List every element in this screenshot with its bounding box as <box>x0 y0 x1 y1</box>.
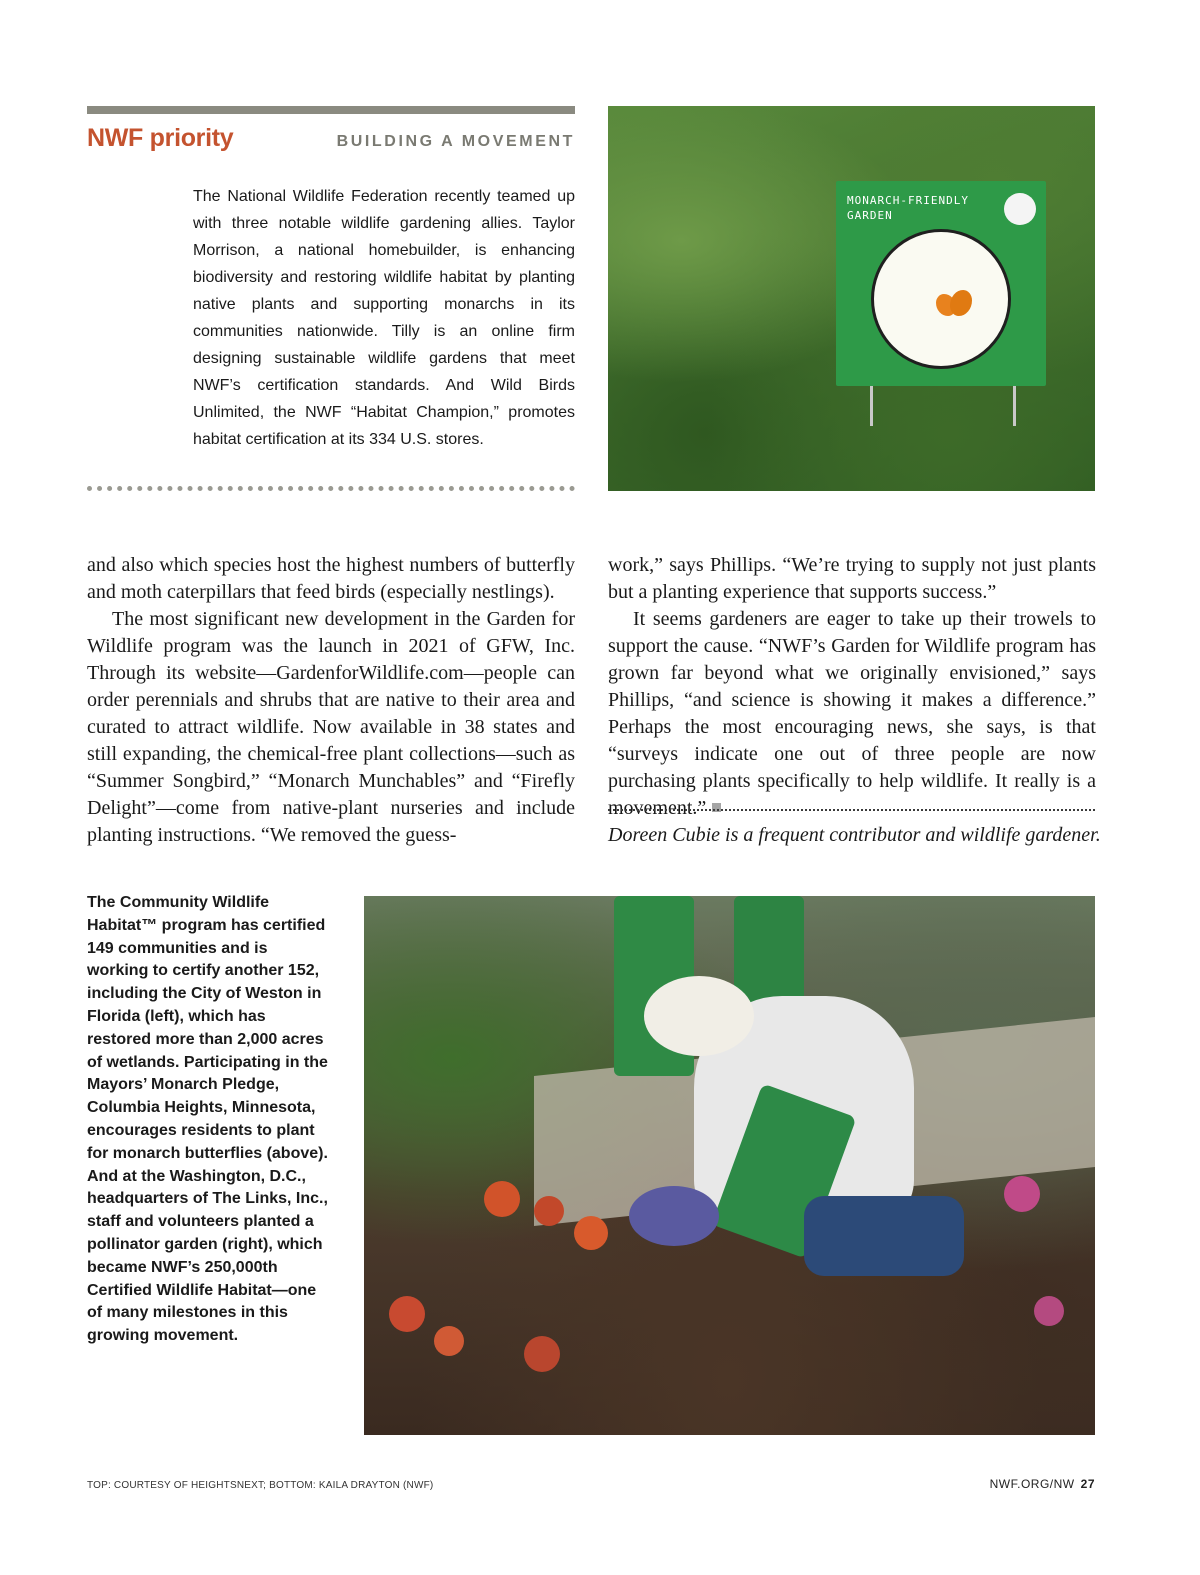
photo-credit: TOP: COURTESY OF HEIGHTSNEXT; BOTTOM: KAILA DRAYTON (NWF) <box>87 1480 434 1491</box>
sidebar-top-rule <box>87 106 575 114</box>
author-bio: Doreen Cubie is a frequent contributor and wildlife gardener. <box>608 824 1101 846</box>
monarch-garden-sign-photo <box>608 106 1095 491</box>
article-paragraph: and also which species host the highest numbers of butterfly and moth caterpillars that feed birds (especially nestlings). <box>87 554 575 603</box>
photo-caption: The Community Wildlife Habitat™ program has certified 149 communities and is working to certify another 152, including the City of Weston in Florida (left), which has restored more than 2,000 acres of wetlands. Participating in the Mayors’ Monarch Pledge, Columbia Heights, Minnesota, encourages residents to plant for monarch butterflies (above). And at the Washington, D.C., headquarters of The Links, Inc., staff and volunteers planted a pollinator garden (right), which became NWF’s 250,000th Certified Wildlife Habitat—one of many milestones in this growing movement. <box>87 894 328 1345</box>
pink-coneflower <box>1034 1296 1064 1326</box>
sidebar-box <box>87 106 575 453</box>
jeans <box>804 1196 964 1276</box>
monarch-sign <box>836 181 1046 386</box>
sidebar-header <box>87 124 575 153</box>
site-url: NWF.ORG/NW <box>989 1477 1075 1491</box>
pink-coneflower <box>1004 1176 1040 1212</box>
sidebar-body-text: The National Wildlife Federation recently teamed up with three notable wildlife gardening allies. Taylor Morrison, a national homebuilder, is enhancing biodiversity and restoring wildlife habitat by planting native plants and supporting monarchs in its communities nationwide. Tilly is an online firm designing sustainable wildlife gardens that meet NWF’s certification standards. And Wild Birds Unlimited, the NWF “Habitat Champion,” promotes habitat certification at its 334 U.S. stores. <box>193 188 575 448</box>
sun-hat <box>644 976 754 1056</box>
sidebar-dotted-divider <box>87 486 575 491</box>
article-paragraph-last <box>608 606 1096 822</box>
page-folio <box>990 1477 1095 1491</box>
page-number: 27 <box>1080 1477 1095 1491</box>
article-paragraph: The most significant new development in the Garden for Wildlife program was the launch in 2021 of GFW, Inc. Through its website—GardenforWildlife.com—people can order perennials and shrubs that are native to their area and curated to attract wildlife. Now available in 38 states and still expanding, the chemical-free plant collections—such as “Summer Songbird,” “Monarch Munchables” and “Firefly Delight”—come from native-plant nurseries and include planting instructions. “We removed the guess- <box>87 608 575 846</box>
sign-post <box>870 386 873 426</box>
article-paragraph: work,” says Phillips. “We’re trying to supply not just plants but a planting experience that supports success.” <box>608 554 1096 603</box>
butterfly-wing-icon <box>950 290 972 316</box>
coneflower <box>534 1196 564 1226</box>
coneflower <box>524 1336 560 1372</box>
article-column-right <box>608 552 1096 822</box>
article-paragraph-text: It seems gardeners are eager to take up their trowels to support the cause. “NWF’s Garden for Wildlife program has grown far beyond what we originally envisioned,” says Phillips, “and science is showing it makes a difference.” Perhaps the most encouraging news, she says, is that “surveys indicate one out of three people are now purchasing plants specifically to help wildlife. It really is a movement.” <box>608 608 1096 819</box>
volunteers-planting-photo <box>364 896 1095 1435</box>
sign-medallion <box>871 229 1011 369</box>
sign-post <box>1013 386 1016 426</box>
bio-divider <box>608 809 1095 811</box>
purple-flowers <box>629 1186 719 1246</box>
coneflower <box>574 1216 608 1250</box>
sign-dot <box>1004 193 1036 225</box>
coneflower <box>484 1181 520 1217</box>
sidebar-kicker: NWF priority <box>87 124 234 152</box>
coneflower <box>434 1326 464 1356</box>
article-column-left <box>87 552 575 849</box>
sidebar-section-label: BUILDING A MOVEMENT <box>336 133 575 150</box>
coneflower <box>389 1296 425 1332</box>
sign-title: MONARCH-FRIENDLY GARDEN <box>847 194 969 222</box>
